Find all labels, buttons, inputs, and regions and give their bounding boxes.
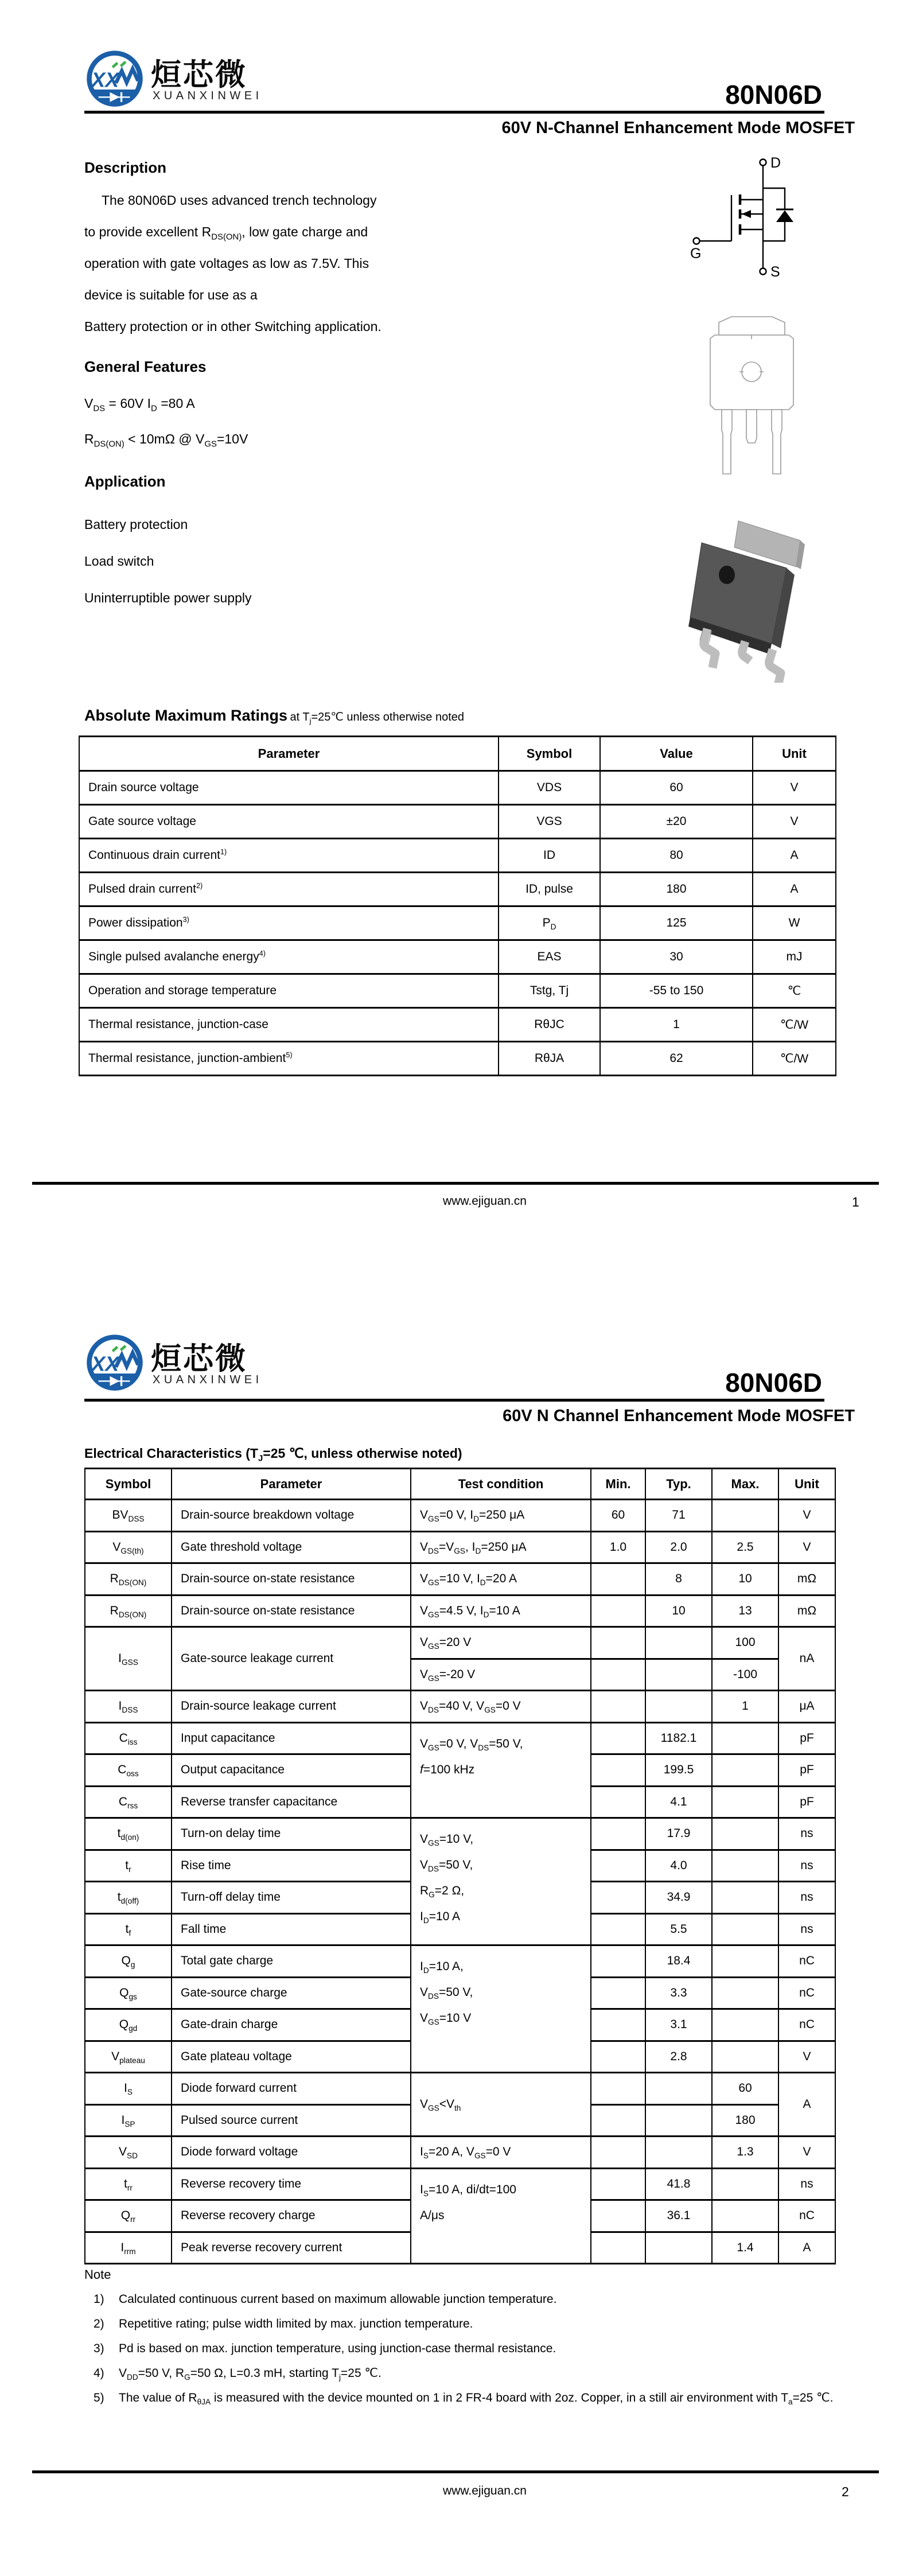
- note-item: [94, 2312, 839, 2336]
- table-cell: nC: [778, 2200, 835, 2232]
- table-cell: [591, 2137, 645, 2169]
- column-header: Value: [600, 737, 753, 771]
- description-line: to provide excellent $R_{DS(ON)}$, low gate charge and: [84, 224, 368, 242]
- table-cell: Turn-off delay time: [172, 1882, 411, 1914]
- table-cell: Gate-source charge: [172, 1977, 411, 2009]
- table-cell: nC: [778, 1945, 835, 1978]
- company-name-en: XUANXINWEI: [153, 1373, 263, 1386]
- table-cell: 71: [645, 1500, 712, 1532]
- table-cell: [712, 1818, 778, 1850]
- table-cell: V: [778, 2041, 835, 2073]
- notes-heading: Note: [84, 2267, 111, 2282]
- table-cell: [591, 1850, 645, 1882]
- table-header-row: [79, 737, 836, 771]
- header-rule: [84, 1399, 824, 1402]
- table-cell: [591, 1754, 645, 1787]
- table-cell: $V_{DS}=40$ V, $V_{GS}=0$ V: [411, 1691, 591, 1723]
- table-cell: Drain-source breakdown voltage: [172, 1500, 411, 1532]
- table-cell: 199.5: [645, 1754, 712, 1787]
- table-cell: Output capacitance: [172, 1754, 411, 1787]
- amr-title-main: Absolute Maximum Ratings: [84, 707, 288, 724]
- table-cell: 30: [600, 940, 753, 974]
- company-name-cn: 烜芯微: [151, 57, 247, 92]
- table-cell: 5.5: [645, 1913, 712, 1945]
- table-cell: 1.3: [712, 2137, 778, 2169]
- table-cell: ns: [778, 2168, 835, 2200]
- table-cell: $Q_g$: [85, 1945, 172, 1978]
- column-header: Test condition: [411, 1469, 591, 1500]
- table-cell: [645, 1691, 712, 1723]
- table-cell: pF: [778, 1786, 835, 1818]
- table-cell: Gate threshold voltage: [172, 1531, 411, 1563]
- application-heading: Application: [84, 473, 166, 490]
- table-cell: Gate source voltage: [79, 805, 499, 839]
- table-cell: 1.4: [712, 2232, 778, 2264]
- table-cell: 1182.1: [645, 1722, 712, 1754]
- table-row: [79, 839, 836, 873]
- table-cell: VGS: [499, 805, 600, 839]
- table-cell: RθJC: [499, 1008, 600, 1042]
- table-cell: 1.0: [591, 1531, 645, 1563]
- note-text: The value of $R_{\theta JA}$ is measured with the device mounted on 1 in 2 FR-4 board with 2oz. Copper, in a still air environment with $T_a=25$ ℃.: [119, 2391, 834, 2407]
- table-cell: mΩ: [778, 1595, 835, 1627]
- company-name-en: XUANXINWEI: [153, 90, 263, 102]
- table-cell: $V_{GS}<V_{th}$: [411, 2073, 591, 2137]
- column-header: Unit: [778, 1469, 835, 1500]
- table-row: [85, 1818, 835, 1850]
- table-cell: $Q_{rr}$: [85, 2200, 172, 2232]
- table-cell: A: [778, 2073, 835, 2137]
- table-cell: [591, 1722, 645, 1754]
- ec-table: [84, 1468, 836, 2264]
- note-text: Pd is based on max. junction temperature, using junction-case thermal resistance.: [119, 2342, 556, 2355]
- table-cell: [591, 1563, 645, 1596]
- table-cell: pF: [778, 1722, 835, 1754]
- table-cell: mΩ: [778, 1563, 835, 1596]
- table-cell: Diode forward current: [172, 2073, 411, 2105]
- logo-mark-icon: [84, 49, 145, 110]
- table-cell: Pulsed source current: [172, 2104, 411, 2137]
- general-features-heading: General Features: [84, 358, 207, 375]
- table-cell: 4.0: [645, 1850, 712, 1882]
- table-cell: [591, 2073, 645, 2105]
- table-cell: [712, 2041, 778, 2073]
- table-cell: V: [778, 2137, 835, 2169]
- table-cell: [591, 2041, 645, 2073]
- table-cell: Thermal resistance, junction-ambient$^{5)}$: [79, 1042, 499, 1076]
- table-cell: [591, 1977, 645, 2009]
- table-row: [79, 1042, 836, 1076]
- part-number-title: 80N06D: [725, 80, 822, 110]
- table-cell: ns: [778, 1850, 835, 1882]
- column-header: Symbol: [499, 737, 600, 771]
- note-item: [94, 2287, 839, 2312]
- table-cell: [712, 1722, 778, 1754]
- table-cell: [591, 2104, 645, 2137]
- table-row: [85, 1500, 835, 1532]
- table-cell: [645, 1659, 712, 1691]
- table-cell: ℃/W: [753, 1042, 836, 1076]
- table-cell: ns: [778, 1882, 835, 1914]
- table-cell: Gate-drain charge: [172, 2009, 411, 2041]
- table-cell: $I_{DSS}$: [85, 1691, 172, 1723]
- table-cell: EAS: [499, 940, 600, 974]
- application-item: Load switch: [84, 554, 154, 569]
- page-number: 2: [842, 2484, 849, 2499]
- table-cell: [591, 1659, 645, 1691]
- table-cell: $t_{rr}$: [85, 2168, 172, 2200]
- table-cell: $V_{GS}=4.5$ V, $I_D=10$ A: [411, 1595, 591, 1627]
- note-number: 5): [94, 2391, 104, 2404]
- column-header: Max.: [712, 1469, 778, 1500]
- table-cell: Operation and storage temperature: [79, 974, 499, 1008]
- table-cell: $t_{d(off)}$: [85, 1882, 172, 1914]
- table-row: [85, 1691, 835, 1723]
- table-cell: 3.1: [645, 2009, 712, 2041]
- table-cell: $C_{iss}$: [85, 1722, 172, 1754]
- table-row: [85, 1563, 835, 1596]
- table-cell: Peak reverse recovery current: [172, 2232, 411, 2264]
- table-cell: $V_{GS}=0$ V, $I_D=250$ μA: [411, 1500, 591, 1532]
- table-cell: Continuous drain current$^{1)}$: [79, 839, 499, 873]
- table-cell: $Q_{gs}$: [85, 1977, 172, 2009]
- table-cell: ±20: [600, 805, 753, 839]
- description-line: Battery protection or in other Switching application.: [84, 319, 381, 334]
- table-row: [79, 873, 836, 906]
- column-header: Symbol: [85, 1469, 172, 1500]
- table-cell: 1: [600, 1008, 753, 1042]
- table-cell: $I_S$: [85, 2073, 172, 2105]
- table-row: [85, 2137, 835, 2169]
- logo-mark-icon: [84, 1333, 145, 1394]
- table-cell: V: [753, 771, 836, 805]
- mosfet-symbol-diagram: [684, 155, 802, 278]
- description-line: The 80N06D uses advanced trench technology: [102, 193, 377, 208]
- note-number: 2): [94, 2317, 104, 2330]
- table-cell: [591, 1691, 645, 1723]
- table-cell: ℃: [753, 974, 836, 1008]
- description-line: operation with gate voltages as low as 7.5V. This: [84, 256, 369, 271]
- table-cell: 10: [645, 1595, 712, 1627]
- company-logo: [84, 1332, 279, 1396]
- column-header: Parameter: [172, 1469, 411, 1500]
- application-item: Battery protection: [84, 517, 188, 532]
- page-subtitle: 60V N-Channel Enhancement Mode MOSFET: [501, 119, 855, 137]
- table-cell: Gate-source leakage current: [172, 1627, 411, 1691]
- table-cell: Thermal resistance, junction-case: [79, 1008, 499, 1042]
- table-cell: Tstg, Tj: [499, 974, 600, 1008]
- feature-line: $R_{DS(ON)} < 10m\Omega$ @ $V_{GS}=10V$: [84, 431, 248, 449]
- note-number: 1): [94, 2293, 104, 2306]
- table-row: [85, 1945, 835, 1978]
- table-cell: [712, 1500, 778, 1532]
- table-cell: $Q_{gd}$: [85, 2009, 172, 2041]
- table-cell: Input capacitance: [172, 1722, 411, 1754]
- table-row: [79, 906, 836, 940]
- table-cell: $V_{GS}=0$ V, $V_{DS}=50$ V, f=100 kHz: [411, 1722, 591, 1818]
- table-cell: [591, 1913, 645, 1945]
- table-cell: Total gate charge: [172, 1945, 411, 1978]
- company-name-cn: 烜芯微: [151, 1341, 247, 1376]
- logo-monogram: XX: [91, 1352, 119, 1376]
- company-logo: [84, 48, 279, 112]
- table-cell: Drain-source leakage current: [172, 1691, 411, 1723]
- table-cell: [645, 2073, 712, 2105]
- table-cell: -55 to 150: [600, 974, 753, 1008]
- table-cell: [712, 2200, 778, 2232]
- table-cell: [712, 1977, 778, 2009]
- table-row: [79, 805, 836, 839]
- table-cell: A: [778, 2232, 835, 2264]
- table-cell: 13: [712, 1595, 778, 1627]
- amr-title-suffix: at $T_j=25℃$ unless otherwise noted: [290, 711, 464, 725]
- table-cell: 125: [600, 906, 753, 940]
- table-cell: V: [778, 1500, 835, 1532]
- table-cell: 1: [712, 1691, 778, 1723]
- table-cell: 180: [712, 2104, 778, 2137]
- note-text: Calculated continuous current based on maximum allowable junction temperature.: [119, 2293, 557, 2306]
- table-cell: $I_D=10$ A, $V_{DS}=50$ V, $V_{GS}=10$ V: [411, 1945, 591, 2073]
- table-cell: $I_S=10$ A, di/dt=100 A/μs: [411, 2168, 591, 2264]
- table-cell: mJ: [753, 940, 836, 974]
- table-cell: nC: [778, 2009, 835, 2041]
- table-cell: [712, 1754, 778, 1787]
- table-cell: [591, 2232, 645, 2264]
- drain-label: D: [770, 155, 781, 171]
- table-row: [79, 771, 836, 805]
- table-cell: [712, 1850, 778, 1882]
- table-cell: Drain source voltage: [79, 771, 499, 805]
- note-text: Repetitive rating; pulse width limited by max. junction temperature.: [119, 2317, 473, 2330]
- note-number: 3): [94, 2342, 104, 2355]
- table-cell: Pulsed drain current$^{2)}$: [79, 873, 499, 906]
- description-paragraph: [84, 185, 486, 343]
- source-label: S: [770, 264, 780, 278]
- table-cell: Reverse transfer capacitance: [172, 1786, 411, 1818]
- table-cell: $I_{rrm}$: [85, 2232, 172, 2264]
- table-cell: Drain-source on-state resistance: [172, 1563, 411, 1596]
- column-header: Min.: [591, 1469, 645, 1500]
- page-subtitle: 60V N Channel Enhancement Mode MOSFET: [503, 1407, 855, 1425]
- table-cell: $C_{rss}$: [85, 1786, 172, 1818]
- footer-url: www.ejiguan.cn: [443, 2484, 527, 2497]
- table-cell: nA: [778, 1627, 835, 1691]
- table-cell: Drain-source on-state resistance: [172, 1595, 411, 1627]
- table-cell: A: [753, 873, 836, 906]
- footer-url: www.ejiguan.cn: [443, 1194, 527, 1208]
- note-number: 4): [94, 2367, 104, 2380]
- part-number-title: 80N06D: [725, 1368, 822, 1398]
- table-cell: Turn-on delay time: [172, 1818, 411, 1850]
- note-item: [94, 2386, 839, 2410]
- table-cell: 18.4: [645, 1945, 712, 1978]
- table-cell: ℃/W: [753, 1008, 836, 1042]
- table-cell: $P_D$: [499, 906, 600, 940]
- table-cell: 3.3: [645, 1977, 712, 2009]
- table-row: [85, 2073, 835, 2105]
- table-cell: μA: [778, 1691, 835, 1723]
- application-list: [84, 506, 486, 616]
- table-cell: 80: [600, 839, 753, 873]
- table-cell: [712, 1786, 778, 1818]
- table-cell: W: [753, 906, 836, 940]
- table-cell: [712, 2168, 778, 2200]
- table-cell: [591, 1595, 645, 1627]
- table-row: [85, 1627, 835, 1659]
- table-cell: [591, 2168, 645, 2200]
- table-cell: $I_S=20$ A, $V_{GS}=0$ V: [411, 2137, 591, 2169]
- column-header: Typ.: [645, 1469, 712, 1500]
- table-row: [85, 1722, 835, 1754]
- table-cell: pF: [778, 1754, 835, 1787]
- table-cell: Gate plateau voltage: [172, 2041, 411, 2073]
- column-header: Parameter: [79, 737, 499, 771]
- table-cell: 180: [600, 873, 753, 906]
- table-cell: $V_{GS}=10$ V, $I_D=20$ A: [411, 1563, 591, 1596]
- description-heading: Description: [84, 159, 167, 176]
- table-cell: [591, 1627, 645, 1659]
- page-number: 1: [852, 1194, 859, 1209]
- table-cell: ns: [778, 1913, 835, 1945]
- note-text: $V_{DD}=50$ V, $R_G=50$ Ω, L=0.3 mH, starting $T_j=25$ ℃.: [119, 2367, 381, 2382]
- table-cell: 62: [600, 1042, 753, 1076]
- table-cell: Rise time: [172, 1850, 411, 1882]
- amr-title: [84, 707, 464, 725]
- table-row: [85, 1531, 835, 1563]
- table-cell: $V_{GS}=-20$ V: [411, 1659, 591, 1691]
- table-cell: Reverse recovery charge: [172, 2200, 411, 2232]
- table-row: [79, 940, 836, 974]
- description-line: device is suitable for use as a: [84, 287, 258, 302]
- table-cell: 10: [712, 1563, 778, 1596]
- table-cell: 60: [591, 1500, 645, 1532]
- table-cell: $R_{DS(ON)}$: [85, 1563, 172, 1596]
- note-item: [94, 2361, 839, 2386]
- table-cell: Diode forward voltage: [172, 2137, 411, 2169]
- gate-label: G: [690, 246, 702, 262]
- table-cell: $t_r$: [85, 1850, 172, 1882]
- table-cell: [591, 1786, 645, 1818]
- amr-table: [79, 736, 836, 1076]
- table-cell: 36.1: [645, 2200, 712, 2232]
- table-cell: 34.9: [645, 1882, 712, 1914]
- package-photo: [686, 511, 817, 683]
- ec-title: Electrical Characteristics ($T_J=25$ ℃, unless otherwise noted): [84, 1446, 462, 1464]
- table-cell: [712, 1882, 778, 1914]
- table-row: [85, 1595, 835, 1627]
- table-cell: $V_{plateau}$: [85, 2041, 172, 2073]
- table-cell: 4.1: [645, 1786, 712, 1818]
- table-cell: [591, 1818, 645, 1850]
- table-cell: RθJA: [499, 1042, 600, 1076]
- table-cell: 17.9: [645, 1818, 712, 1850]
- table-cell: [645, 2104, 712, 2137]
- table-cell: ns: [778, 1818, 835, 1850]
- table-cell: A: [753, 839, 836, 873]
- table-cell: V: [778, 1531, 835, 1563]
- table-cell: nC: [778, 1977, 835, 2009]
- table-cell: ID, pulse: [499, 873, 600, 906]
- table-cell: 100: [712, 1627, 778, 1659]
- table-cell: [712, 2009, 778, 2041]
- table-cell: [645, 1627, 712, 1659]
- table-cell: -100: [712, 1659, 778, 1691]
- table-row: [85, 2168, 835, 2200]
- table-cell: $I_{GSS}$: [85, 1627, 172, 1691]
- table-cell: $V_{DS}=V_{GS}$, $I_D=250$ μA: [411, 1531, 591, 1563]
- table-cell: 2.5: [712, 1531, 778, 1563]
- notes-list: [94, 2287, 839, 2410]
- table-cell: 2.0: [645, 1531, 712, 1563]
- note-item: [94, 2336, 839, 2361]
- table-cell: [591, 2200, 645, 2232]
- footer-rule: [32, 1182, 879, 1185]
- table-cell: $BV_{DSS}$: [85, 1500, 172, 1532]
- table-cell: $C_{oss}$: [85, 1754, 172, 1787]
- table-cell: $V_{GS(th)}$: [85, 1531, 172, 1563]
- package-outline-drawing: [704, 314, 799, 481]
- table-cell: ID: [499, 839, 600, 873]
- column-header: Unit: [753, 737, 836, 771]
- table-cell: $t_{d(on)}$: [85, 1818, 172, 1850]
- table-cell: VDS: [499, 771, 600, 805]
- table-cell: $R_{DS(ON)}$: [85, 1595, 172, 1627]
- table-cell: $t_f$: [85, 1913, 172, 1945]
- table-cell: [591, 2009, 645, 2041]
- table-cell: 8: [645, 1563, 712, 1596]
- table-cell: [591, 1882, 645, 1914]
- table-row: [79, 974, 836, 1008]
- table-cell: $V_{GS}=20$ V: [411, 1627, 591, 1659]
- table-cell: Reverse recovery time: [172, 2168, 411, 2200]
- table-cell: Single pulsed avalanche energy$^{4)}$: [79, 940, 499, 974]
- table-row: [79, 1008, 836, 1042]
- table-cell: [712, 1945, 778, 1978]
- table-cell: Power dissipation$^{3)}$: [79, 906, 499, 940]
- table-cell: $V_{GS}=10$ V, $V_{DS}=50$ V, $R_G=2$ Ω, $I_D=10$ A: [411, 1818, 591, 1945]
- table-cell: [591, 1945, 645, 1978]
- table-cell: [645, 2137, 712, 2169]
- table-cell: [645, 2232, 712, 2264]
- table-cell: V: [753, 805, 836, 839]
- table-cell: 2.8: [645, 2041, 712, 2073]
- table-cell: 60: [712, 2073, 778, 2105]
- table-cell: $I_{SP}$: [85, 2104, 172, 2137]
- table-cell: Fall time: [172, 1913, 411, 1945]
- table-cell: 41.8: [645, 2168, 712, 2200]
- header-rule: [84, 111, 824, 114]
- table-cell: [712, 1913, 778, 1945]
- table-cell: 60: [600, 771, 753, 805]
- table-cell: $V_{SD}$: [85, 2137, 172, 2169]
- application-item: Uninterruptible power supply: [84, 590, 252, 605]
- general-features-list: [84, 386, 486, 457]
- footer-rule: [32, 2470, 879, 2473]
- logo-monogram: XX: [91, 68, 119, 92]
- table-header-row: [85, 1469, 835, 1500]
- feature-line: $V_{DS} = 60V$ $I_D =80$ A: [84, 396, 195, 414]
